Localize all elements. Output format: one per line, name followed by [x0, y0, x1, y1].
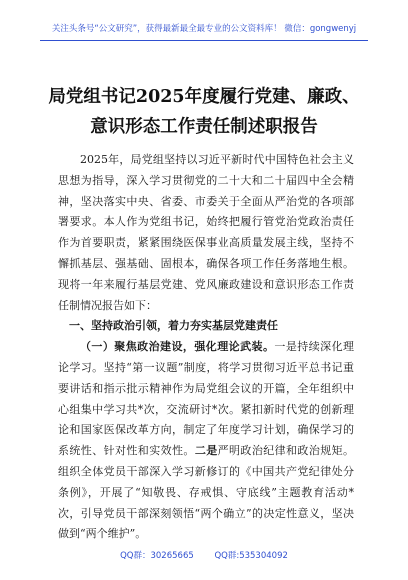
- subsection-paragraph: [58, 337, 354, 545]
- footer-qq-group-2: QQ群:535304092: [214, 551, 288, 561]
- subsection-lead-b: 二是: [194, 444, 218, 458]
- document-title: 局党组书记2025年度履行党建、廉政、意识形态工作责任制述职报告: [48, 87, 360, 137]
- header-promo-note: 关注头条号“公文研究”，获得最新最全最专业的公文资料库！ 微信：gongwenyj: [51, 24, 357, 34]
- subsection-text-b: 严明政治纪律和政治规矩。组织全体党员干部深入学习新修订的《中国共产党纪律处分条例》，开展了“知敬畏、存戒惧、守底线”主题教育活动*次，引导党员干部深刻领悟“两个确立”的决定性意义，坚决做到“两个维护”。: [58, 444, 355, 541]
- section-heading: 一、坚持政治引领，着力夯实基层党建责任: [69, 319, 278, 333]
- footer-qq-group-1: QQ群：30265665: [120, 551, 194, 561]
- intro-paragraph: 2025年，局党组坚持以习近平新时代中国特色社会主义思想为指导，深入学习贯彻党的二十大和二十届四中全会精神，坚决落实中央、省委、市委关于全面从严治党的各项部署要求。本人作为党组书记，始终把履行管党治党政治责任作为首要职责，紧紧围绕医保事业高质量发展主线，坚持不懈抓基层、强基础、固根本，确保各项工作任务落地生根。现将一年来履行基层党建、党风廉政建设和意识形态工作责任制情况报告如下：: [58, 153, 354, 312]
- document-body: [58, 150, 354, 545]
- header-divider: [40, 40, 368, 41]
- subsection-text-a: 一是持续深化理论学习。坚持“第一议题”制度，将学习贯彻习近平总书记重要讲话和指示批示精神作为局党组会议的开篇，全年组织中心组集中学习共*次，交流研讨*次。紧扣新时代党的创新理论和国家医保改革方向，制定了年度学习计划，确保学习的系统性、针对性和实效性。: [58, 340, 354, 458]
- subsection-heading: （一）聚焦政治建设，强化理论武装。: [80, 340, 275, 354]
- footer-contacts: [0, 549, 408, 561]
